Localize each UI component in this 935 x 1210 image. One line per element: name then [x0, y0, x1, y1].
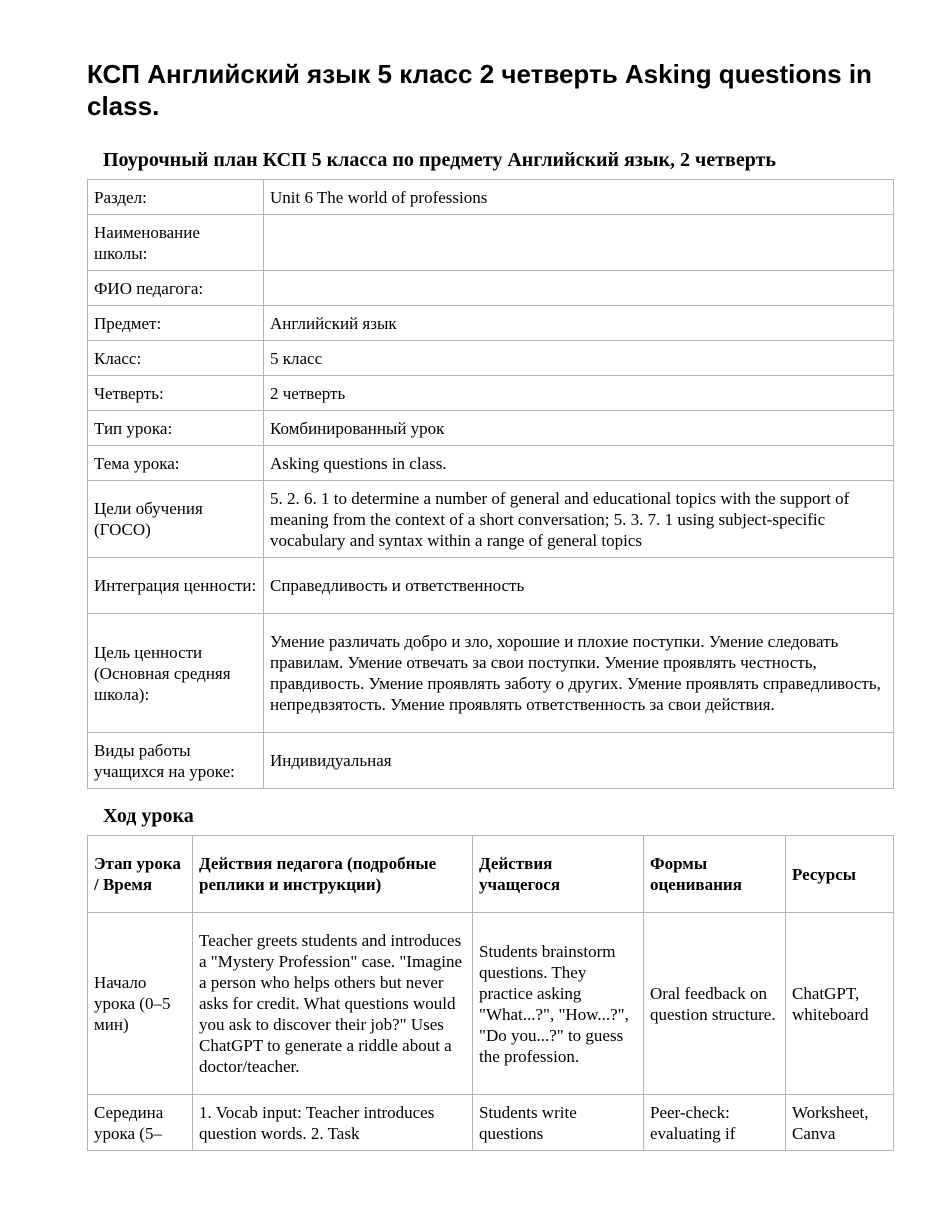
step-teacher: Teacher greets students and introduces a "Mystery Profession" case. "Imagine a person who helps others but never asks for credit. What questions would you ask to discover their job?" Uses ChatGPT to generate a riddle about a doctor/teacher. [193, 913, 473, 1095]
info-value [264, 215, 894, 271]
header-resources: Ресурсы [786, 836, 894, 913]
info-label: Цели обучения (ГОСО) [88, 481, 264, 558]
info-row [88, 558, 894, 614]
info-row [88, 481, 894, 558]
info-row [88, 215, 894, 271]
header-teacher: Действия педагога (подробные реплики и инструкции) [193, 836, 473, 913]
step-stage: Начало урока (0–5 мин) [88, 913, 193, 1095]
header-assessment: Формы оценивания [644, 836, 786, 913]
info-value: 2 четверть [264, 376, 894, 411]
info-label: Цель ценности (Основная средняя школа): [88, 614, 264, 733]
info-label: Тема урока: [88, 446, 264, 481]
lesson-steps-table [87, 835, 894, 1151]
lesson-heading: Ход урока [103, 805, 194, 827]
step-student: Students brainstorm questions. They practice asking "What...?", "How...?", "Do you...?" to guess the profession. [473, 913, 644, 1095]
steps-row [88, 913, 894, 1095]
header-stage: Этап урока / Время [88, 836, 193, 913]
info-row [88, 614, 894, 733]
step-resources: Worksheet, Canva [786, 1095, 894, 1151]
step-teacher: 1. Vocab input: Teacher introduces question words. 2. Task [193, 1095, 473, 1151]
info-row [88, 180, 894, 215]
info-value: Английский язык [264, 306, 894, 341]
header-student: Действия учащегося [473, 836, 644, 913]
info-row [88, 271, 894, 306]
info-value: Справедливость и ответственность [264, 558, 894, 614]
info-row [88, 341, 894, 376]
info-label: Четверть: [88, 376, 264, 411]
info-value: Индивидуальная [264, 733, 894, 789]
step-stage: Середина урока (5– [88, 1095, 193, 1151]
info-row [88, 411, 894, 446]
info-value [264, 271, 894, 306]
info-label: ФИО педагога: [88, 271, 264, 306]
steps-header-row [88, 836, 894, 913]
info-label: Предмет: [88, 306, 264, 341]
info-value: 5. 2. 6. 1 to determine a number of general and educational topics with the support of meaning from the context of a short conversation; 5. 3. 7. 1 using subject-specific vocabulary and syntax within a range of general topics [264, 481, 894, 558]
info-label: Тип урока: [88, 411, 264, 446]
info-label: Класс: [88, 341, 264, 376]
steps-row [88, 1095, 894, 1151]
info-value: Умение различать добро и зло, хорошие и плохие поступки. Умение следовать правилам. Умение отвечать за свои поступки. Умение проявлять честность, правдивость. Умение проявлять заботу о других. Умение проявлять справедливость, непредвзятость. Умение проявлять ответственность за свои действия. [264, 614, 894, 733]
info-value: Комбинированный урок [264, 411, 894, 446]
info-row [88, 306, 894, 341]
info-row [88, 733, 894, 789]
step-resources: ChatGPT, whiteboard [786, 913, 894, 1095]
step-assessment: Peer-check: evaluating if [644, 1095, 786, 1151]
info-row [88, 446, 894, 481]
info-value: 5 класс [264, 341, 894, 376]
lesson-info-table [87, 179, 894, 789]
info-label: Наименование школы: [88, 215, 264, 271]
document-title: КСП Английский язык 5 класс 2 четверть Asking questions in class. [87, 59, 872, 121]
info-row [88, 376, 894, 411]
info-value: Unit 6 The world of professions [264, 180, 894, 215]
step-student: Students write questions [473, 1095, 644, 1151]
plan-heading: Поурочный план КСП 5 класса по предмету Английский язык, 2 четверть [103, 149, 776, 171]
info-label: Интеграция ценности: [88, 558, 264, 614]
info-label: Раздел: [88, 180, 264, 215]
info-label: Виды работы учащихся на уроке: [88, 733, 264, 789]
info-value: Asking questions in class. [264, 446, 894, 481]
step-assessment: Oral feedback on question structure. [644, 913, 786, 1095]
